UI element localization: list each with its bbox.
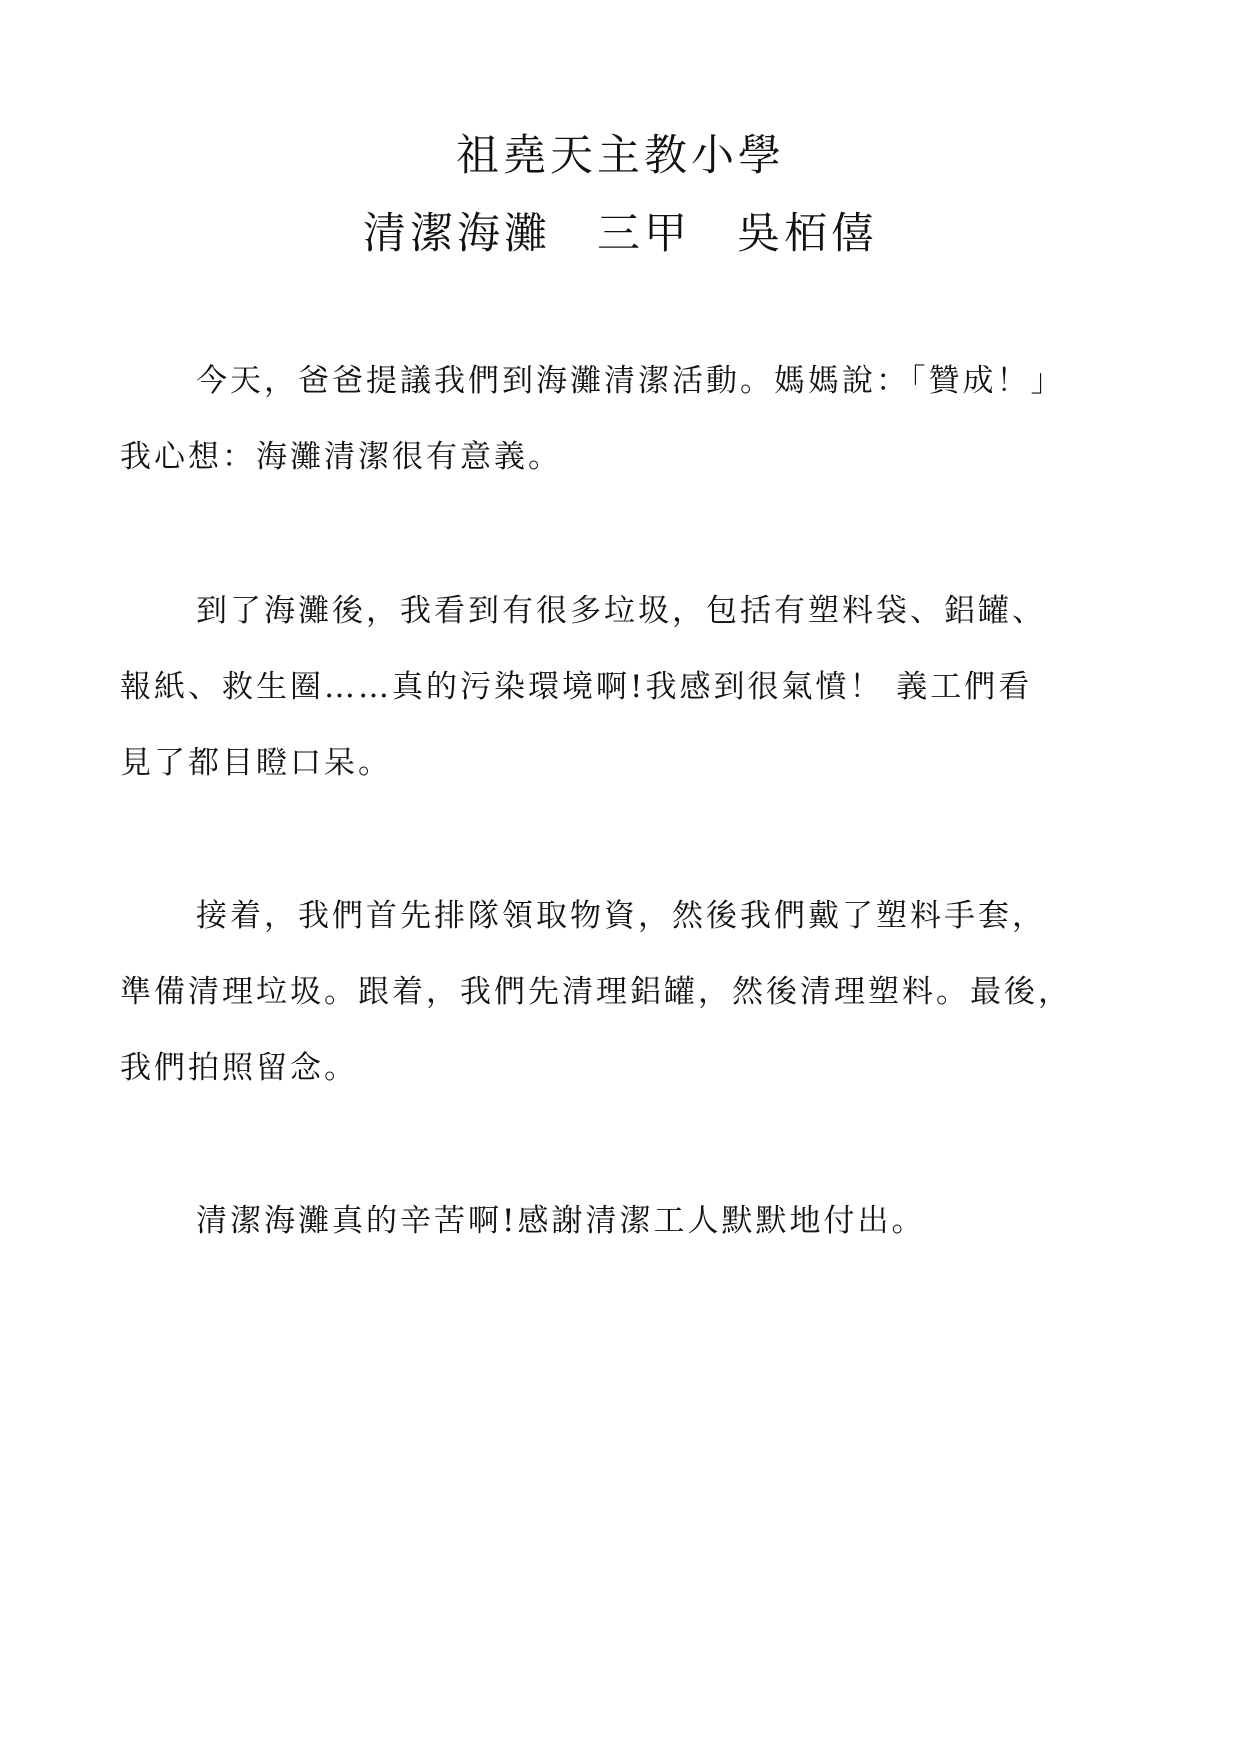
essay-heading bbox=[0, 206, 1241, 262]
paragraph-line: 準備清理垃圾。跟着，我們先清理鋁罐，然後清理塑料。最後， bbox=[120, 974, 1072, 1010]
paragraph-1 bbox=[120, 343, 1130, 495]
paragraph-line: 接着，我們首先排隊領取物資，然後我們戴了塑料手套， bbox=[196, 898, 1046, 934]
paragraph-line: 見了都目瞪口呆。 bbox=[120, 745, 392, 781]
paragraph-line: 我們拍照留念。 bbox=[120, 1050, 358, 1086]
paragraph-line: 清潔海灘真的辛苦啊!感謝清潔工人默默地付出。 bbox=[196, 1203, 926, 1239]
paragraph-line: 我心想：海灘清潔很有意義。 bbox=[120, 439, 562, 475]
paragraph-3 bbox=[120, 878, 1130, 1106]
paragraph-4 bbox=[120, 1183, 1130, 1259]
paragraph-2 bbox=[120, 573, 1130, 801]
author-name: 吳栢僖 bbox=[737, 209, 878, 259]
essay-title: 清潔海灘 bbox=[363, 209, 551, 259]
paragraph-line: 今天，爸爸提議我們到海灘清潔活動。媽媽說：「贊成！」 bbox=[196, 363, 1065, 399]
class-name: 三甲 bbox=[597, 209, 691, 259]
paragraph-line: 到了海灘後，我看到有很多垃圾，包括有塑料袋、鋁罐、 bbox=[196, 593, 1046, 629]
paragraph-line: 報紙、救生圈……真的污染環境啊!我感到很氣憤！ 義工們看 bbox=[120, 669, 1033, 705]
school-name: 祖堯天主教小學 bbox=[456, 131, 785, 181]
